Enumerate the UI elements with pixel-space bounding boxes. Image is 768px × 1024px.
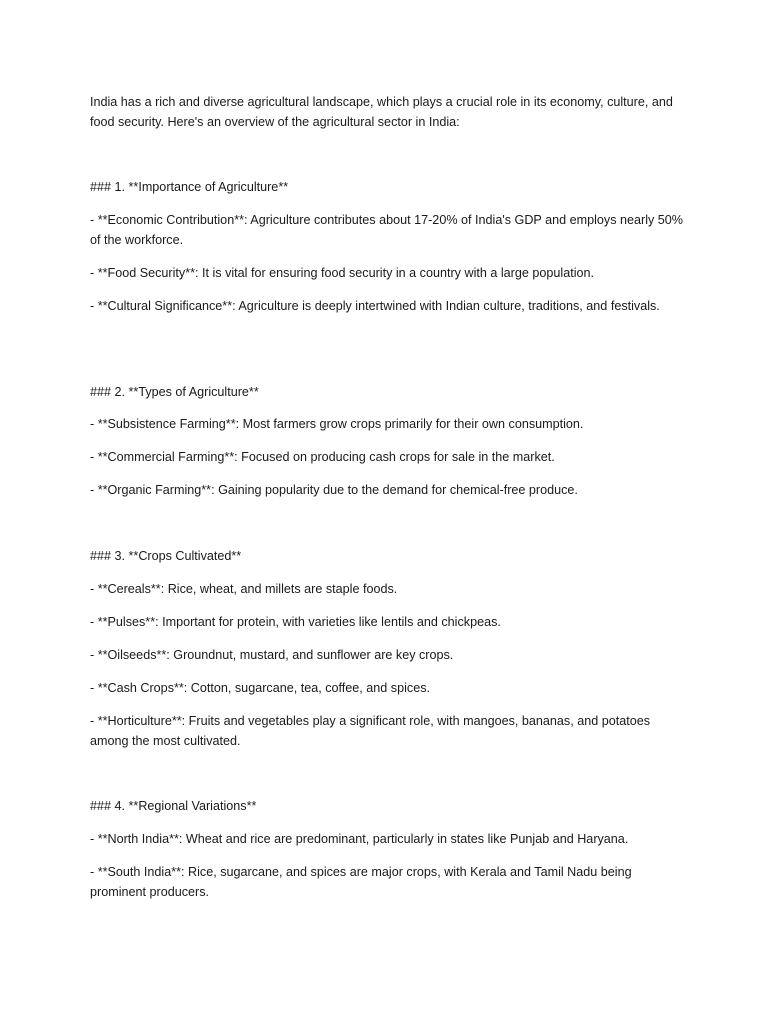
section-heading-importance: ### 1. **Importance of Agriculture** [90, 180, 289, 194]
list-item: - **South India**: Rice, sugarcane, and spices are major crops, with Kerala and Tamil Nadu being prominent producers. [90, 865, 632, 899]
list-item: - **Organic Farming**: Gaining popularity due to the demand for chemical-free produce. [90, 483, 578, 497]
section-heading-types: ### 2. **Types of Agriculture** [90, 385, 259, 399]
list-item: - **Commercial Farming**: Focused on producing cash crops for sale in the market. [90, 450, 555, 464]
list-item: - **Cash Crops**: Cotton, sugarcane, tea, coffee, and spices. [90, 681, 430, 695]
list-item: - **Cultural Significance**: Agriculture is deeply intertwined with Indian culture, traditions, and festivals. [90, 299, 660, 313]
list-item: - **Horticulture**: Fruits and vegetables play a significant role, with mangoes, bananas, and potatoes among the most cultivated. [90, 714, 651, 748]
section-heading-crops: ### 3. **Crops Cultivated** [90, 549, 242, 563]
list-item: - **Economic Contribution**: Agriculture contributes about 17-20% of India's GDP and employs nearly 50% of the workforce. [90, 213, 684, 247]
list-item: - **Cereals**: Rice, wheat, and millets are staple foods. [90, 582, 398, 596]
list-item: - **Food Security**: It is vital for ensuring food security in a country with a large population. [90, 266, 595, 280]
list-item: - **North India**: Wheat and rice are predominant, particularly in states like Punjab and Haryana. [90, 832, 629, 846]
list-item: - **Oilseeds**: Groundnut, mustard, and sunflower are key crops. [90, 648, 454, 662]
list-item: - **Subsistence Farming**: Most farmers grow crops primarily for their own consumption. [90, 417, 584, 431]
intro-paragraph: India has a rich and diverse agricultural landscape, which plays a crucial role in its economy, culture, and food security. Here's an overview of the agricultural sector in India: [90, 95, 673, 129]
list-item: - **Pulses**: Important for protein, with varieties like lentils and chickpeas. [90, 615, 501, 629]
section-heading-regional: ### 4. **Regional Variations** [90, 799, 257, 813]
